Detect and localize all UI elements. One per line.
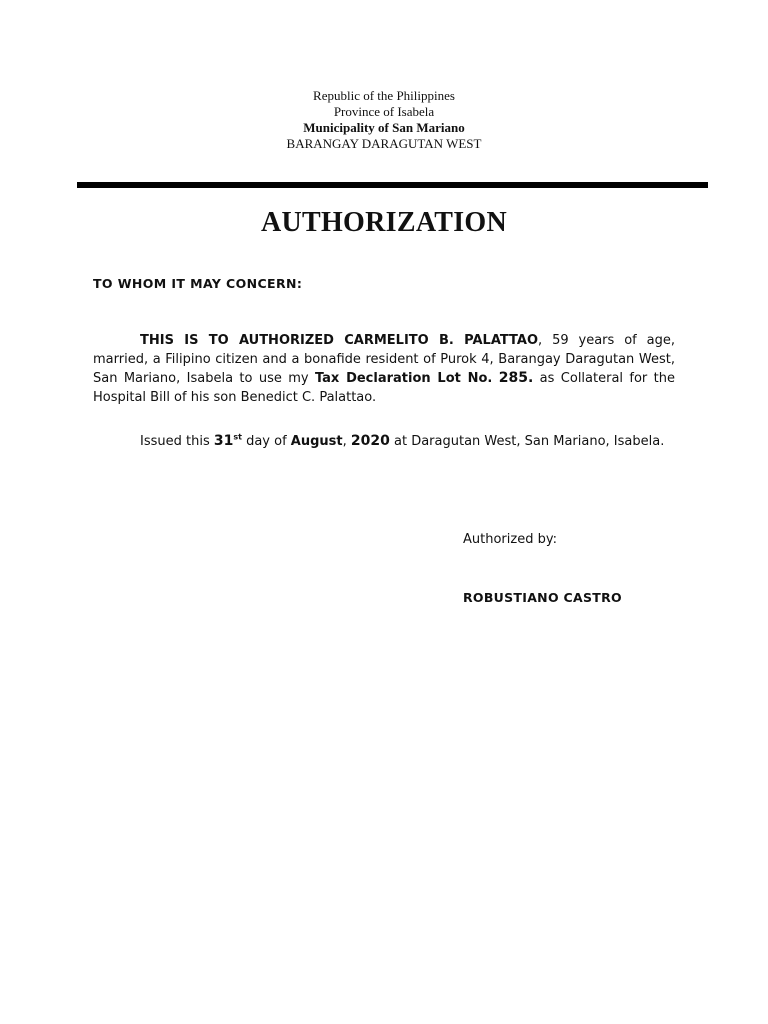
- paragraph1-text-2: as Collateral for the Hospital Bill of his son Benedict C. Palattao.: [93, 371, 675, 405]
- issue-day: 31: [213, 433, 234, 449]
- paragraph2-text-3: at Daragutan West, San Mariano, Isabela.: [389, 434, 665, 449]
- lot-number: 285.: [498, 370, 534, 386]
- letterhead-municipality: Municipality of San Mariano: [303, 120, 465, 135]
- issue-month: August: [290, 434, 343, 449]
- paragraph2-text-2: day of: [241, 434, 291, 449]
- authorized-by-label: Authorized by:: [463, 532, 557, 547]
- signatory-name: ROBUSTIANO CASTRO: [463, 590, 622, 605]
- document-title: AUTHORIZATION: [260, 207, 508, 238]
- tax-declaration-label: Tax Declaration Lot No.: [314, 371, 493, 386]
- letterhead-republic: Republic of the Philippines: [313, 88, 455, 103]
- header-divider: [77, 182, 708, 188]
- letterhead: [0, 88, 768, 152]
- body-paragraph-1: [93, 331, 675, 407]
- paragraph1-text-1: , 59 years of age, married, a Filipino citizen and a bonafide resident of Purok 4, Barangay Daragutan West, San Mariano, Isabela to use my: [93, 333, 675, 386]
- letterhead-barangay: BARANGAY DARAGUTAN WEST: [286, 136, 482, 151]
- body-paragraph-2: [93, 432, 675, 451]
- letterhead-province: Province of Isabela: [333, 104, 435, 119]
- authorization-lead: THIS IS TO AUTHORIZED CARMELITO B. PALATTAO: [140, 333, 539, 348]
- issue-year: 2020: [350, 433, 390, 449]
- issue-comma: ,: [342, 434, 347, 449]
- paragraph2-text-1: Issued this: [140, 434, 214, 449]
- issue-day-suffix: st: [233, 432, 242, 442]
- salutation: TO WHOM IT MAY CONCERN:: [93, 276, 303, 291]
